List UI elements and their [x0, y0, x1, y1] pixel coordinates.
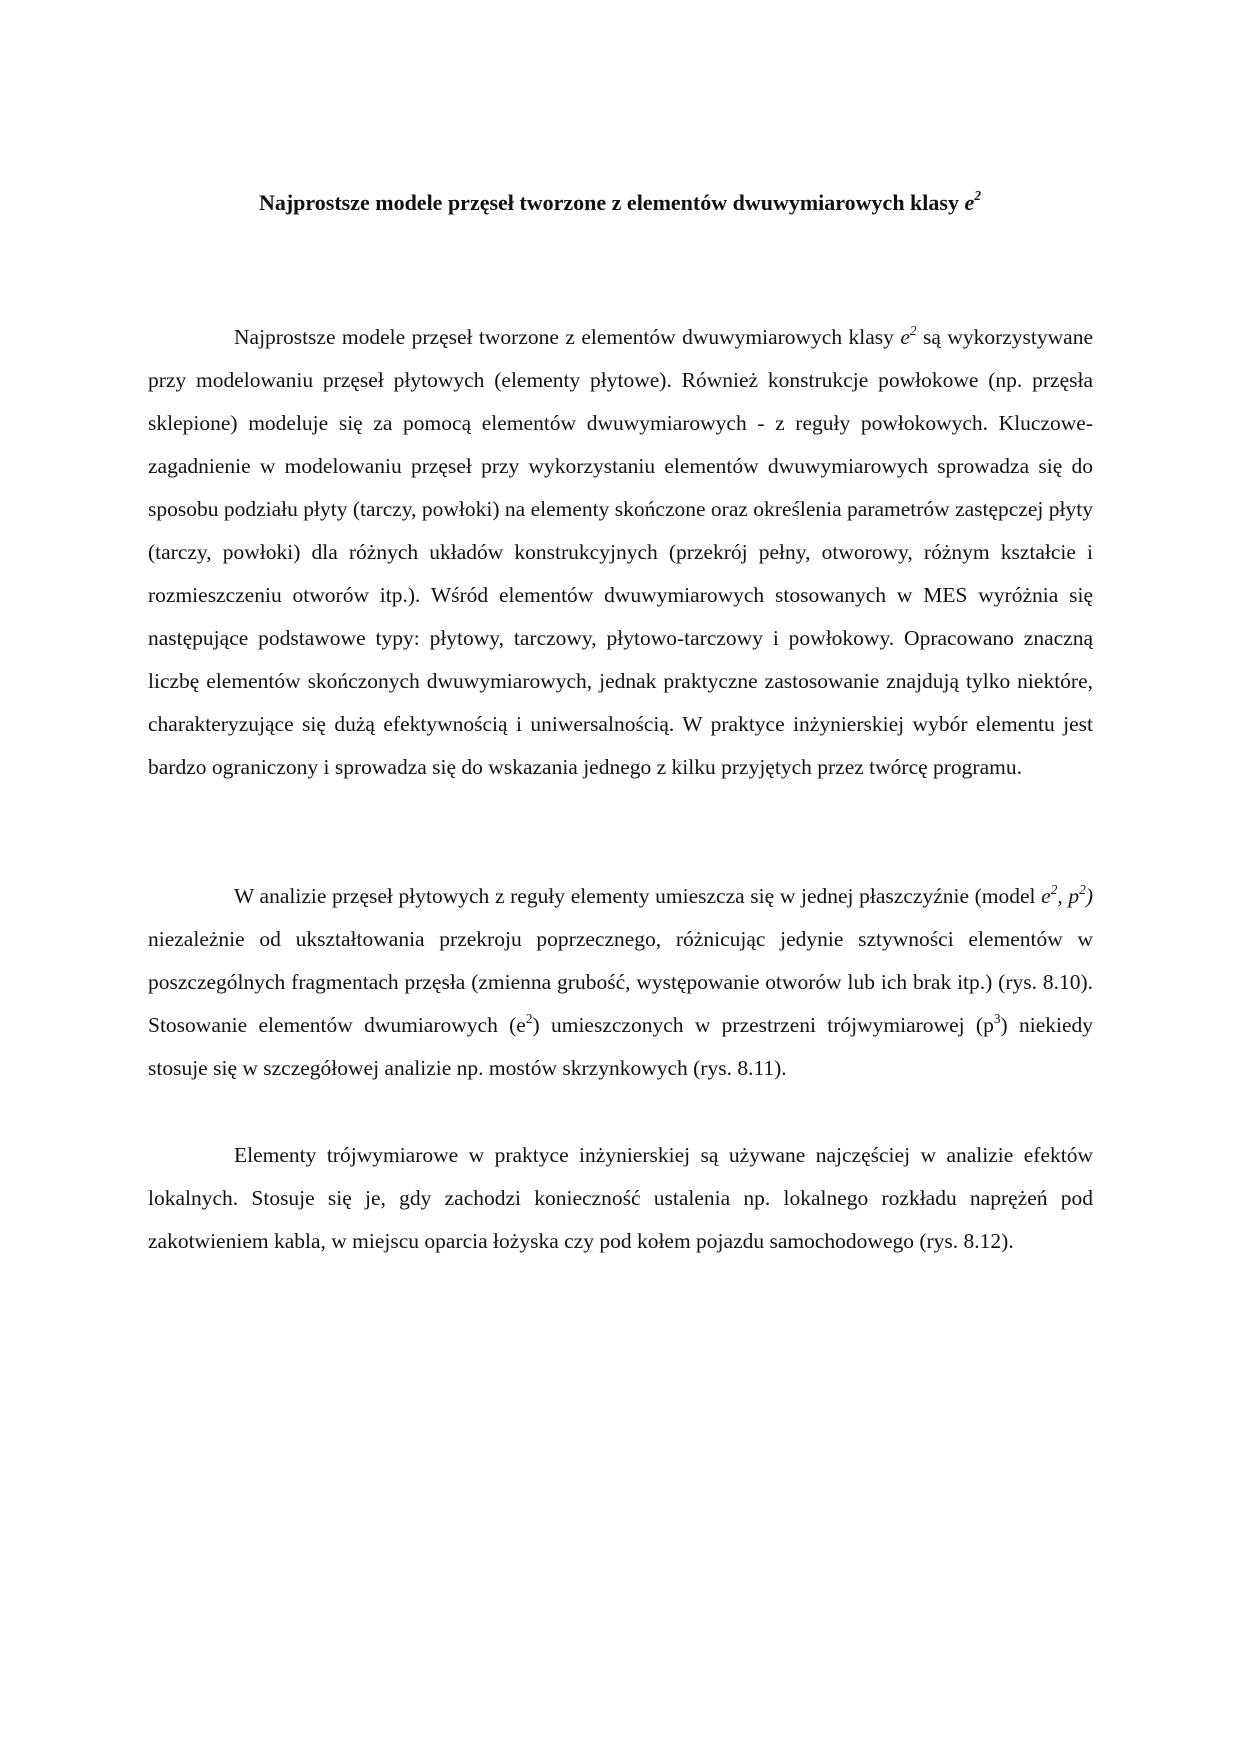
- superscript: 2: [525, 1010, 533, 1026]
- title-superscript: 2: [974, 188, 982, 204]
- paragraph: [148, 875, 1093, 1134]
- document-title: [150, 188, 1090, 218]
- text-segment: e: [900, 325, 910, 349]
- text-segment: są wykorzystywane przy modelowaniu przęseł płytowych (elementy płytowe). Również konstrukcje powłokowe (np. przęsła sklepione) modeluje się za pomocą elementów dwuwymiarowych - z reguły powłokowych. Kluczowe-zagadnienie w modelowaniu przęseł przy wykorzystaniu elementów dwuwymiarowych sprowadza się do sposobu podziału płyty (tarczy, powłoki) na elementy skończone oraz określenia parametrów zastępczej płyty (tarczy, powłoki) dla różnych układów konstrukcyjnych (przekrój pełny, otworowy, różnym kształcie i rozmieszczeniu otworów itp.). Wśród elementów dwuwymiarowych stosowanych w MES wyróżnia się następujące podstawowe typy: płytowy, tarczowy, płytowo-tarczowy i powłokowy. Opracowano znaczną liczbę elementów skończonych dwuwymiarowych, jednak praktyczne zastosowanie znajdują tylko niektóre, charakteryzujące się dużą efektywnością i uniwersalnością. W praktyce inżynierskiej wybór elementu jest bardzo ograniczony i sprowadza się do wskazania jednego z kilku przyjętych przez twórcę programu.: [148, 325, 1093, 779]
- paragraph: [148, 1134, 1093, 1263]
- superscript: 2: [909, 322, 917, 338]
- title-text: Najprostsze modele przęseł tworzone z elementów dwuwymiarowych klasy: [258, 190, 965, 215]
- text-segment: Najprostsze modele przęseł tworzone z elementów dwuwymiarowych klasy: [234, 325, 901, 349]
- text-segment: ) umieszczonych w przestrzeni trójwymiarowej (p: [532, 1013, 994, 1037]
- superscript: 2: [1079, 881, 1086, 897]
- text-segment: Elementy trójwymiarowe w praktyce inżynierskiej są używane najczęściej w analizie efektów lokalnych. Stosuje się je, gdy zachodzi konieczność ustalenia np. lokalnego rozkładu naprężeń pod zakotwieniem kabla, w miejscu oparcia łożyska czy pod kołem pojazdu samochodowego (rys. 8.12).: [148, 1143, 1093, 1253]
- paragraph: [148, 316, 1093, 875]
- text-segment: ,: [1057, 884, 1069, 908]
- superscript: 2: [1050, 881, 1058, 897]
- title-variable: e: [964, 190, 975, 215]
- body-text: [148, 316, 1093, 1263]
- text-segment: ): [1085, 884, 1093, 908]
- text-segment: W analizie przęseł płytowych z reguły elementy umieszcza się w jednej płaszczyźnie (model: [234, 884, 1042, 908]
- text-segment: p: [1068, 884, 1080, 908]
- text-segment: niezależnie od ukształtowania przekroju poprzecznego, różnicując jedynie sztywności elementów w poszczególnych fragmentach przęsła (zmienna grubość, występowanie otworów lub ich brak itp.) (rys. 8.10). Stosowanie elementów dwumiarowych (e: [148, 927, 1093, 1037]
- text-segment: e: [1041, 884, 1051, 908]
- superscript: 3: [993, 1010, 1001, 1026]
- text-segment: ) niekiedy stosuje się w szczegółowej analizie np. mostów skrzynkowych (rys. 8.11).: [148, 1013, 1094, 1080]
